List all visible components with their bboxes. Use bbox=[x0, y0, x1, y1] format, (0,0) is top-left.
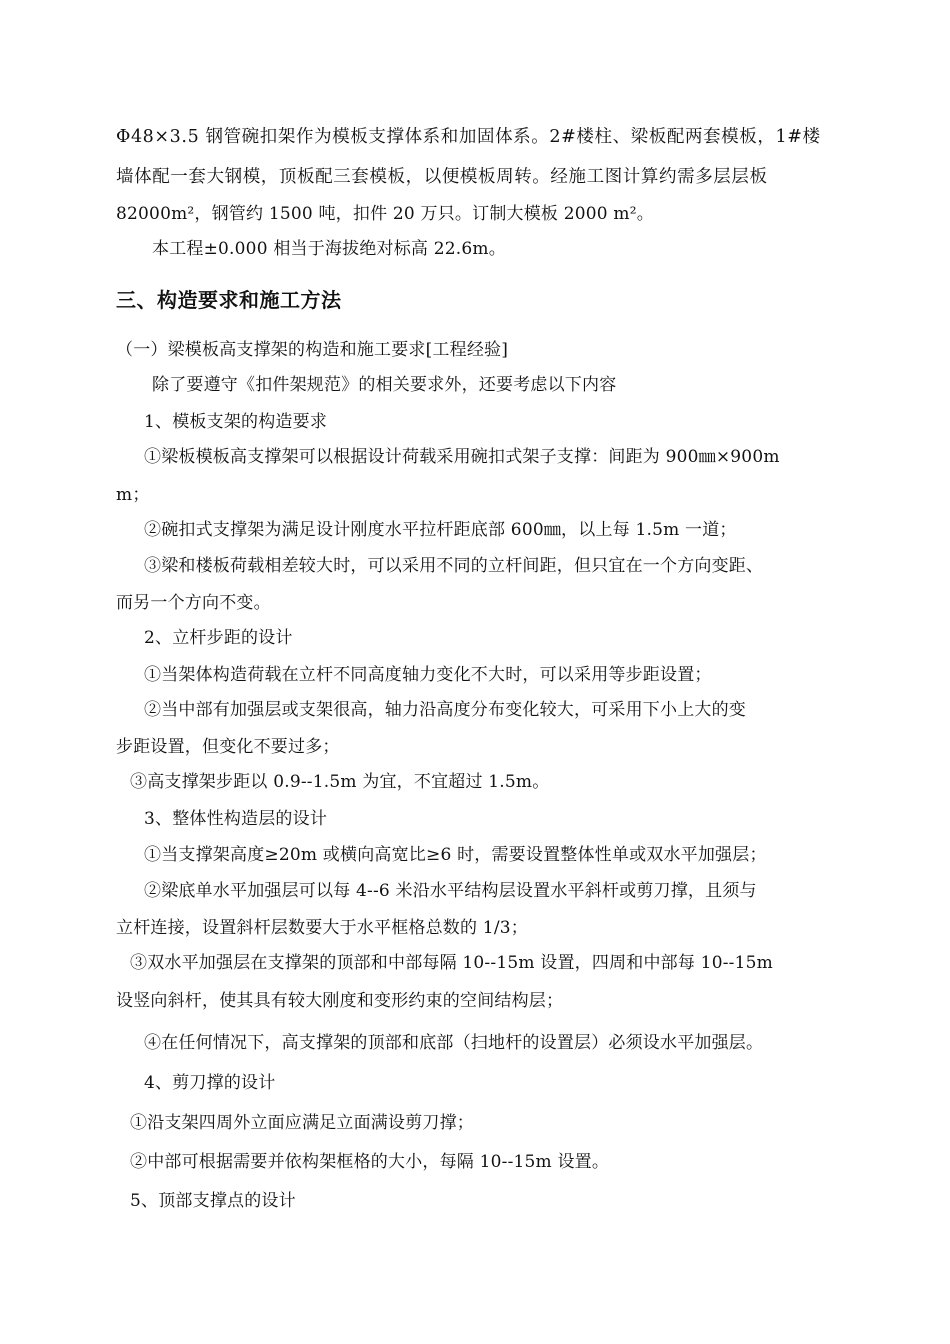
list-item-3-2: ②梁底单水平加强层可以每 4--6 米沿水平结构层设置水平斜杆或剪刀撑，且须与 bbox=[144, 881, 757, 901]
list-item-2-1: ①当架体构造荷载在立杆不同高度轴力变化不大时，可以采用等步距设置； bbox=[144, 665, 712, 685]
list-item-3-2-cont: 立杆连接，设置斜杆层数要大于水平框格总数的 1/3； bbox=[116, 918, 528, 938]
subsection-heading: （一）梁模板高支撑架的构造和施工要求[工程经验] bbox=[116, 340, 509, 360]
list-item-4-1: ①沿支架四周外立面应满足立面满设剪刀撑； bbox=[130, 1113, 474, 1133]
list-item-2-2-cont: 步距设置，但变化不要过多； bbox=[116, 737, 340, 757]
paragraph-intro: 除了要遵守《扣件架规范》的相关要求外，还要考虑以下内容 bbox=[152, 375, 617, 395]
paragraph-line-2: 墙体配一套大钢模，顶板配三套模板，以便模板周转。经施工图计算约需多层层板 bbox=[116, 167, 768, 187]
item-heading-1: 1、模板支架的构造要求 bbox=[144, 412, 328, 432]
list-item-2-2: ②当中部有加强层或支架很高，轴力沿高度分布变化较大，可采用下小上大的变 bbox=[144, 700, 746, 720]
list-item-1-3: ③梁和楼板荷载相差较大时，可以采用不同的立杆间距，但只宜在一个方向变距、 bbox=[144, 556, 764, 576]
list-item-2-3: ③高支撑架步距以 0.9--1.5m 为宜，不宜超过 1.5m。 bbox=[130, 772, 550, 792]
paragraph-line-1: Φ48×3.5 钢管碗扣架作为模板支撑体系和加固体系。2#楼柱、梁板配两套模板，1#楼 bbox=[116, 127, 821, 147]
list-item-1-1: ①梁板模板高支撑架可以根据设计荷载采用碗扣式架子支撑：间距为 900㎜×900m bbox=[144, 447, 780, 467]
item-heading-3: 3、整体性构造层的设计 bbox=[144, 809, 328, 829]
list-item-3-1: ①当支撑架高度≥20m 或横向高宽比≥6 时，需要设置整体性单或双水平加强层； bbox=[144, 845, 767, 865]
item-heading-2: 2、立杆步距的设计 bbox=[144, 628, 293, 648]
paragraph-line-3: 82000m²，钢管约 1500 吨，扣件 20 万只。订制大模板 2000 m²。 bbox=[116, 204, 654, 224]
list-item-1-3-cont: 而另一个方向不变。 bbox=[116, 593, 271, 613]
list-item-1-1-cont: m； bbox=[116, 485, 150, 505]
item-heading-4: 4、剪刀撑的设计 bbox=[144, 1073, 276, 1093]
list-item-1-2: ②碗扣式支撑架为满足设计刚度水平拉杆距底部 600㎜，以上每 1.5m 一道； bbox=[144, 520, 737, 540]
list-item-3-4: ④在任何情况下，高支撑架的顶部和底部（扫地杆的设置层）必须设水平加强层。 bbox=[144, 1033, 764, 1053]
list-item-3-3: ③双水平加强层在支撑架的顶部和中部每隔 10--15m 设置，四周和中部每 10--15m bbox=[130, 953, 773, 973]
section-heading: 三、构造要求和施工方法 bbox=[116, 288, 342, 312]
item-heading-5: 5、顶部支撑点的设计 bbox=[130, 1191, 296, 1211]
list-item-3-3-cont: 设竖向斜杆，使其具有较大刚度和变形约束的空间结构层； bbox=[116, 991, 564, 1011]
paragraph-line-4: 本工程±0.000 相当于海拔绝对标高 22.6m。 bbox=[152, 239, 506, 259]
list-item-4-2: ②中部可根据需要并依构架框格的大小，每隔 10--15m 设置。 bbox=[130, 1152, 610, 1172]
